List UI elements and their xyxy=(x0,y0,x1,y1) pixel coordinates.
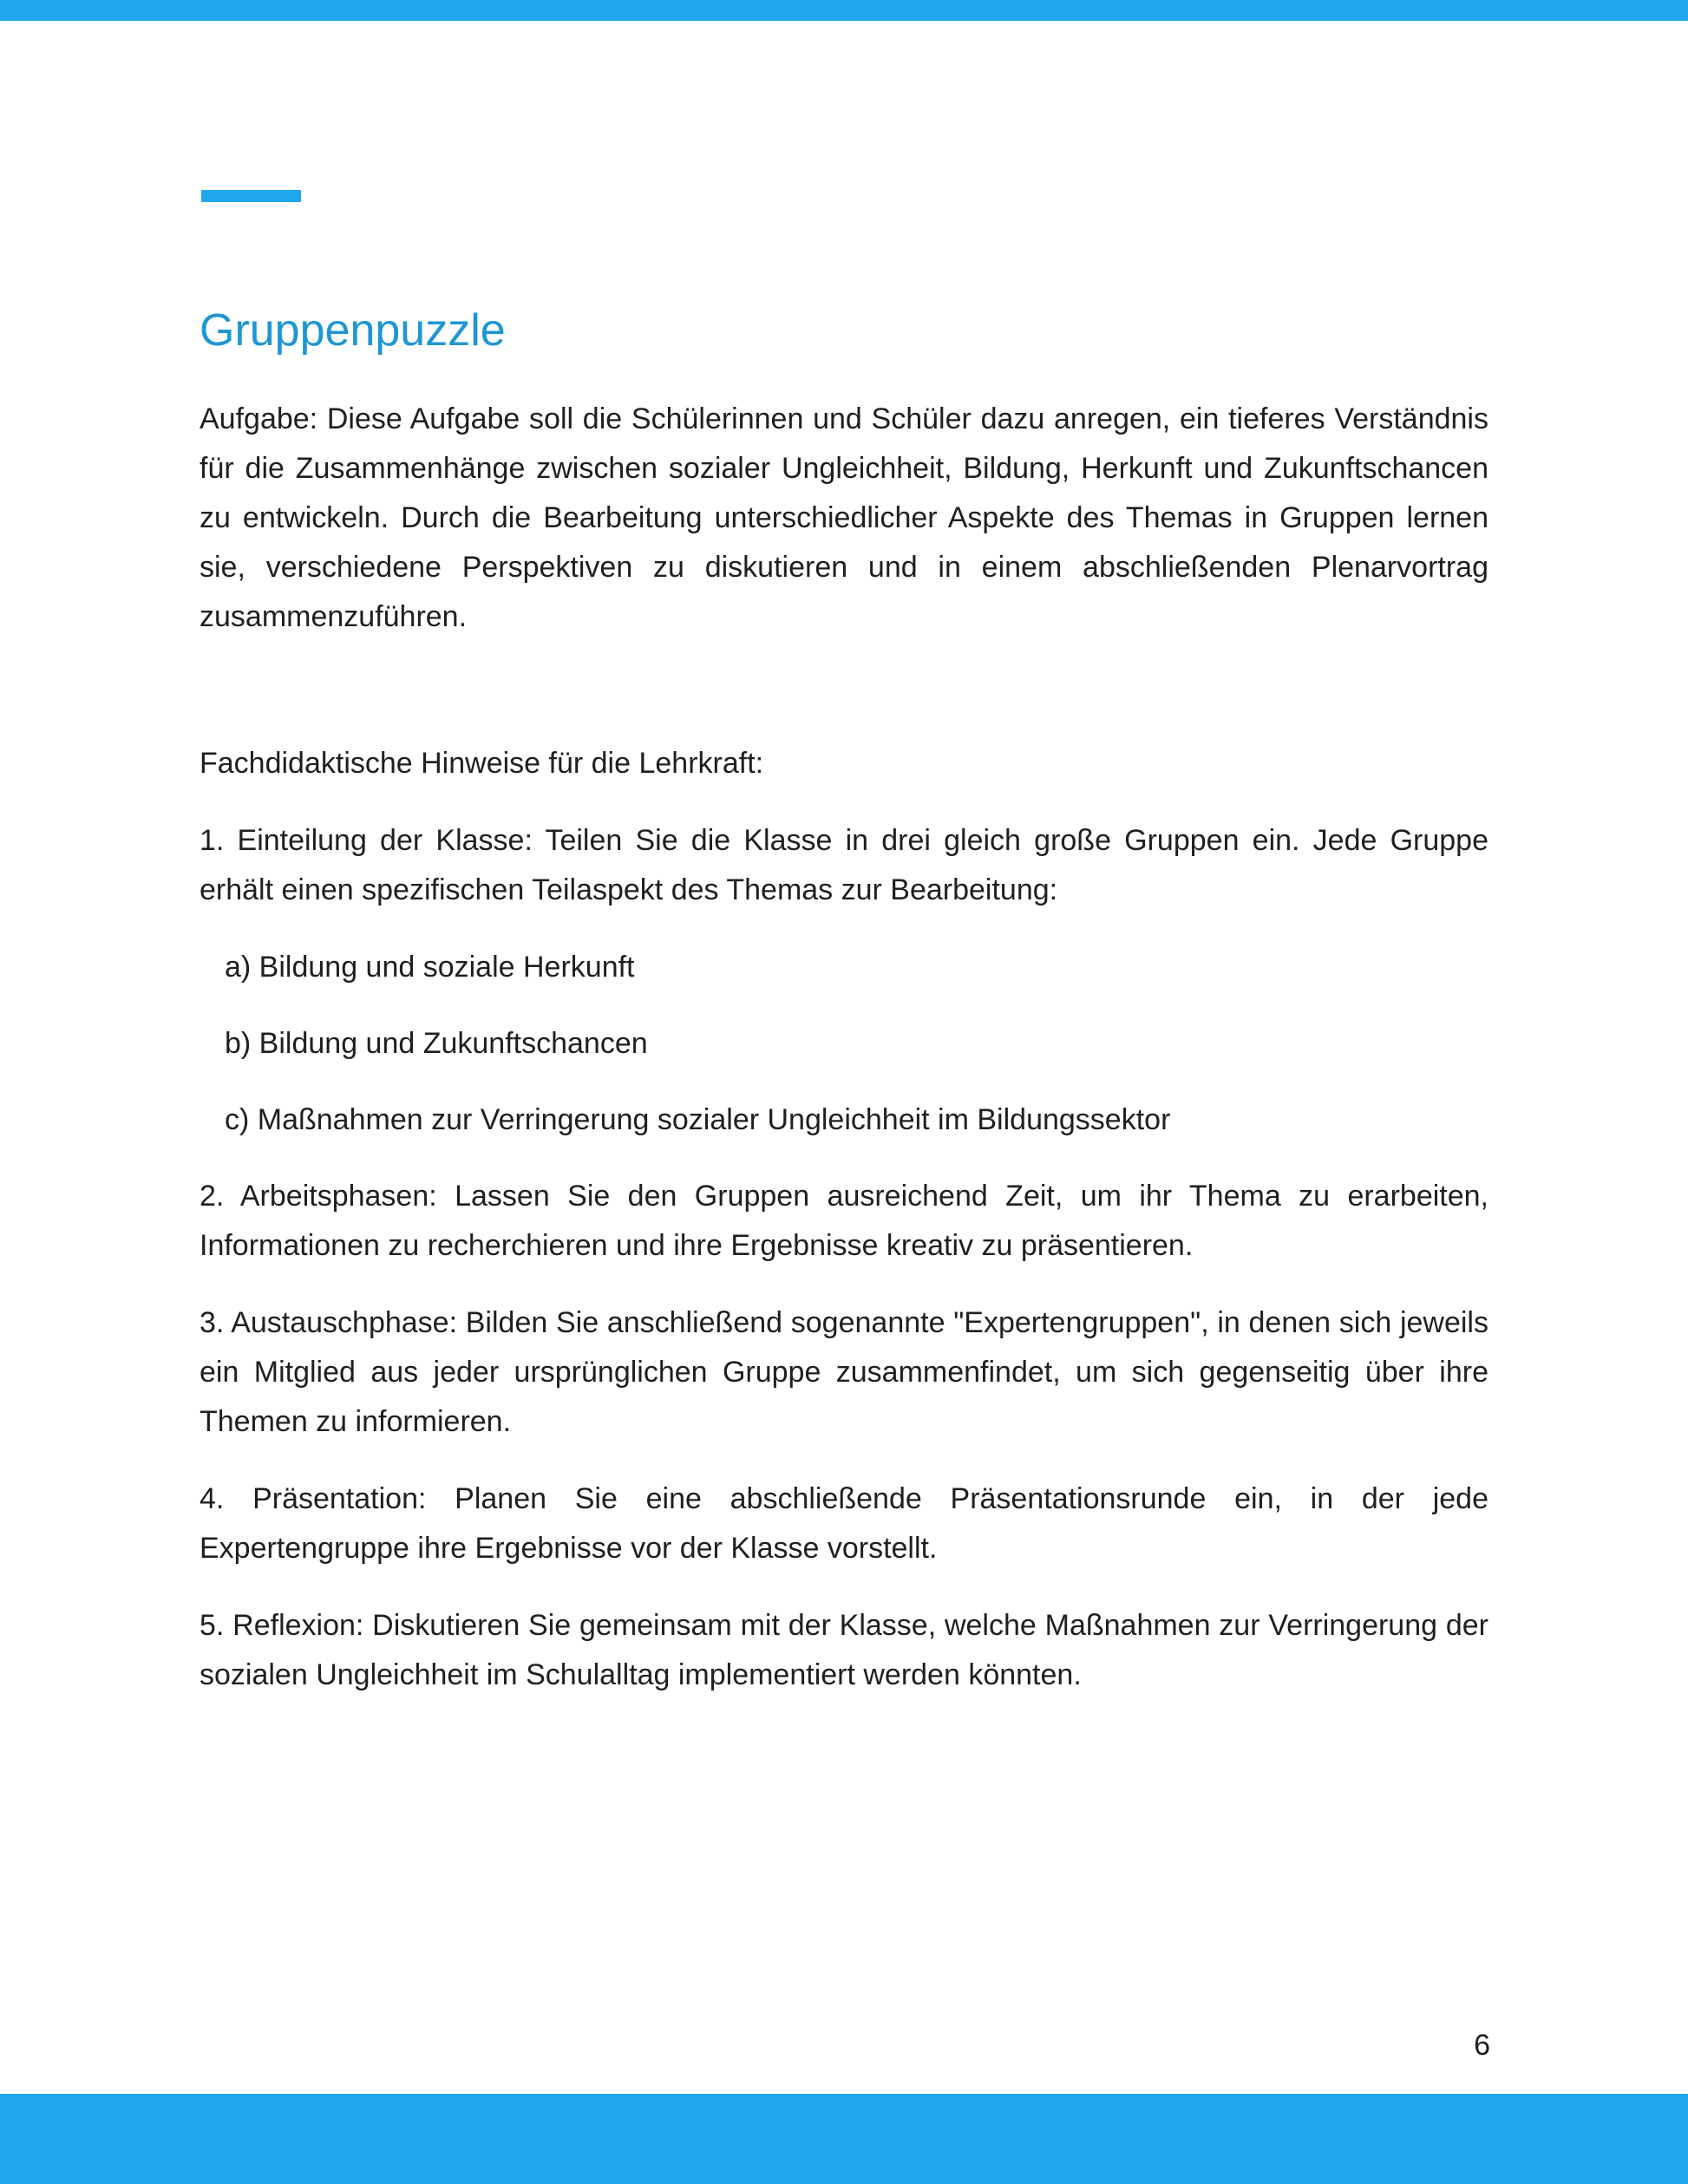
subitem-a: a) Bildung und soziale Herkunft xyxy=(225,951,635,984)
step-4-presentation: 4. Präsentation: Planen Sie eine abschließende Präsentationsrunde ein, in der jede Expertengruppe ihre Ergebnisse vor der Klasse vorstellt. xyxy=(200,1482,1488,1565)
subitem-c: c) Maßnahmen zur Verringerung sozialer Ungleichheit im Bildungssektor xyxy=(225,1103,1171,1136)
top-accent-bar xyxy=(0,0,1688,21)
document-body xyxy=(200,395,1488,1728)
step-1-class-division: 1. Einteilung der Klasse: Teilen Sie die Klasse in drei gleich große Gruppen ein. Jede Gruppe erhält einen spezifischen Teilaspekt des Themas zur Bearbeitung: xyxy=(200,824,1488,906)
task-description: Aufgabe: Diese Aufgabe soll die Schülerinnen und Schüler dazu anregen, ein tieferes Verständnis für die Zusammenhänge zwischen sozialer Ungleichheit, Bildung, Herkunft und Zukunftschancen zu entwickeln. Durch die Bearbeitung unterschiedlicher Aspekte des Themas in Gruppen lernen sie, verschiedene Perspektiven zu diskutieren und in einem abschließenden Plenarvortrag zusammenzuführen. xyxy=(200,402,1488,633)
step-5-reflection: 5. Reflexion: Diskutieren Sie gemeinsam mit der Klasse, welche Maßnahmen zur Verringerung der sozialen Ungleichheit im Schulalltag implementiert werden könnten. xyxy=(200,1609,1488,1691)
teacher-hints-heading: Fachdidaktische Hinweise für die Lehrkraft: xyxy=(200,747,764,780)
subitem-b: b) Bildung und Zukunftschancen xyxy=(225,1027,648,1060)
page-number: 6 xyxy=(1474,2029,1490,2062)
page-title: Gruppenpuzzle xyxy=(200,305,506,356)
step-2-work-phases: 2. Arbeitsphasen: Lassen Sie den Gruppen ausreichend Zeit, um ihr Thema zu erarbeiten, Informationen zu recherchieren und ihre Ergebnisse kreativ zu präsentieren. xyxy=(200,1180,1488,1262)
bottom-accent-bar xyxy=(0,2094,1688,2184)
step-3-exchange-phase: 3. Austauschphase: Bilden Sie anschließend sogenannte "Expertengruppen", in denen sich jeweils ein Mitglied aus jeder ursprünglichen Gruppe zusammenfindet, um sich gegenseitig über ihre Themen zu informieren. xyxy=(200,1306,1488,1438)
title-accent-dash xyxy=(201,190,301,202)
